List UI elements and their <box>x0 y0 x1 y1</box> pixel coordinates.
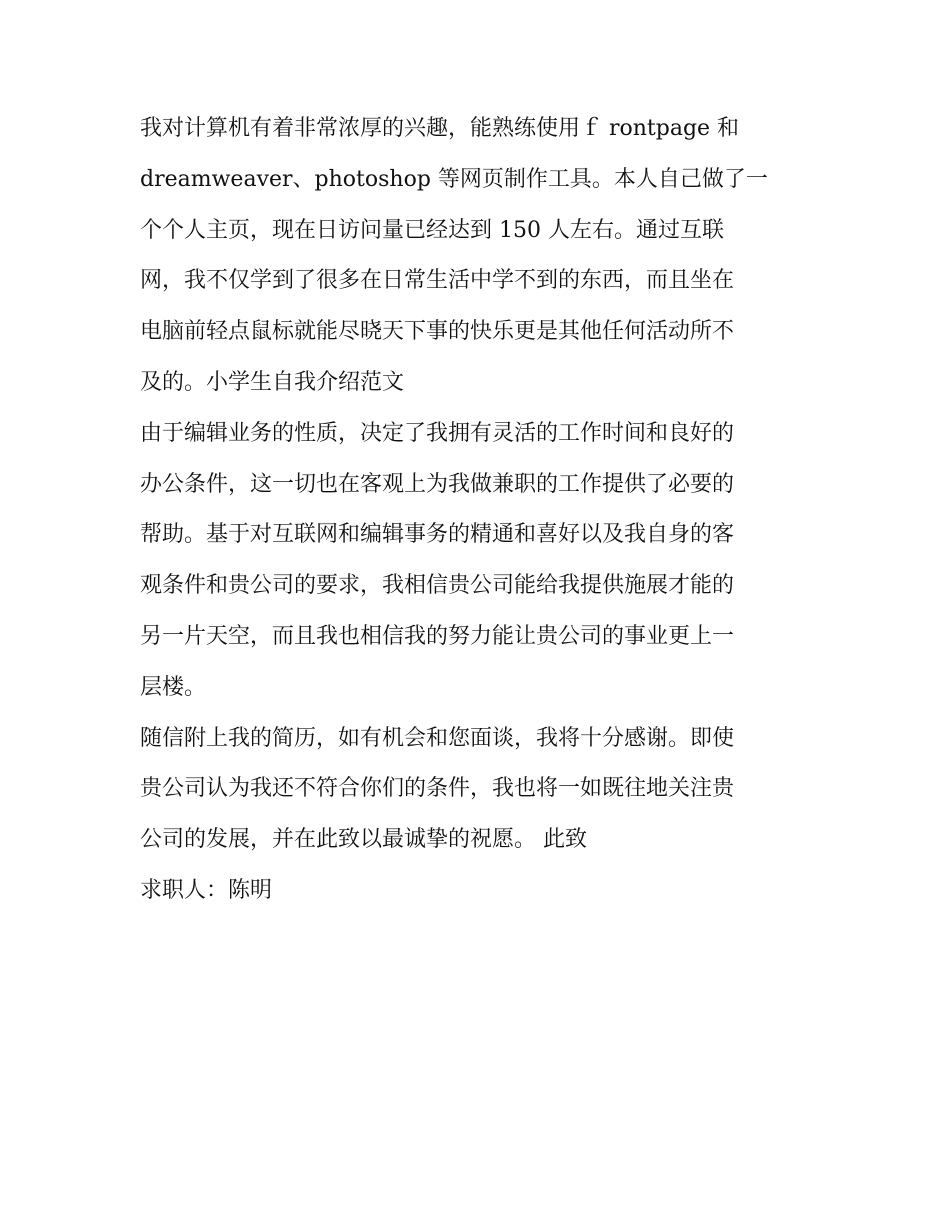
paragraph-interests <box>140 104 812 409</box>
text-line: 随信附上我的简历，如有机会和您面谈，我将十分感谢。即使 <box>140 725 735 751</box>
paragraph-work-conditions <box>140 409 812 714</box>
text-line: 办公条件，这一切也在客观上为我做兼职的工作提供了必要的 <box>140 471 735 497</box>
text-line: 我对计算机有着非常浓厚的兴趣，能熟练使用ｆ rontpage 和 <box>140 116 740 141</box>
text-line: 由于编辑业务的性质，决定了我拥有灵活的工作时间和良好的 <box>140 420 735 446</box>
signature <box>140 866 812 917</box>
signature-line: 求职人：陈明 <box>140 877 273 903</box>
text-line: 另一片天空，而且我也相信我的努力能让贵公司的事业更上一 <box>140 623 735 649</box>
text-line: 及的。小学生自我介绍范文 <box>140 369 405 395</box>
text-line: 层楼。 <box>140 674 207 700</box>
paragraph-closing <box>140 714 812 866</box>
text-line: 观条件和贵公司的要求，我相信贵公司能给我提供施展才能的 <box>140 573 735 599</box>
text-line: dreamweaver、photoshop 等网页制作工具。本人自己做了一 <box>140 166 768 192</box>
text-line: 帮助。基于对互联网和编辑事务的精通和喜好以及我自身的客 <box>140 522 735 548</box>
document-body <box>140 104 812 917</box>
text-line: 网，我不仅学到了很多在日常生活中学不到的东西，而且坐在 <box>140 268 735 294</box>
text-line: 电脑前轻点鼠标就能尽晓天下事的快乐更是其他任何活动所不 <box>140 319 735 345</box>
text-line: 贵公司认为我还不符合你们的条件，我也将一如既往地关注贵 <box>140 776 735 802</box>
text-line: 公司的发展，并在此致以最诚挚的祝愿。 此致 <box>140 827 587 853</box>
text-line: 个个人主页，现在日访问量已经达到 150 人左右。通过互联 <box>140 217 724 243</box>
